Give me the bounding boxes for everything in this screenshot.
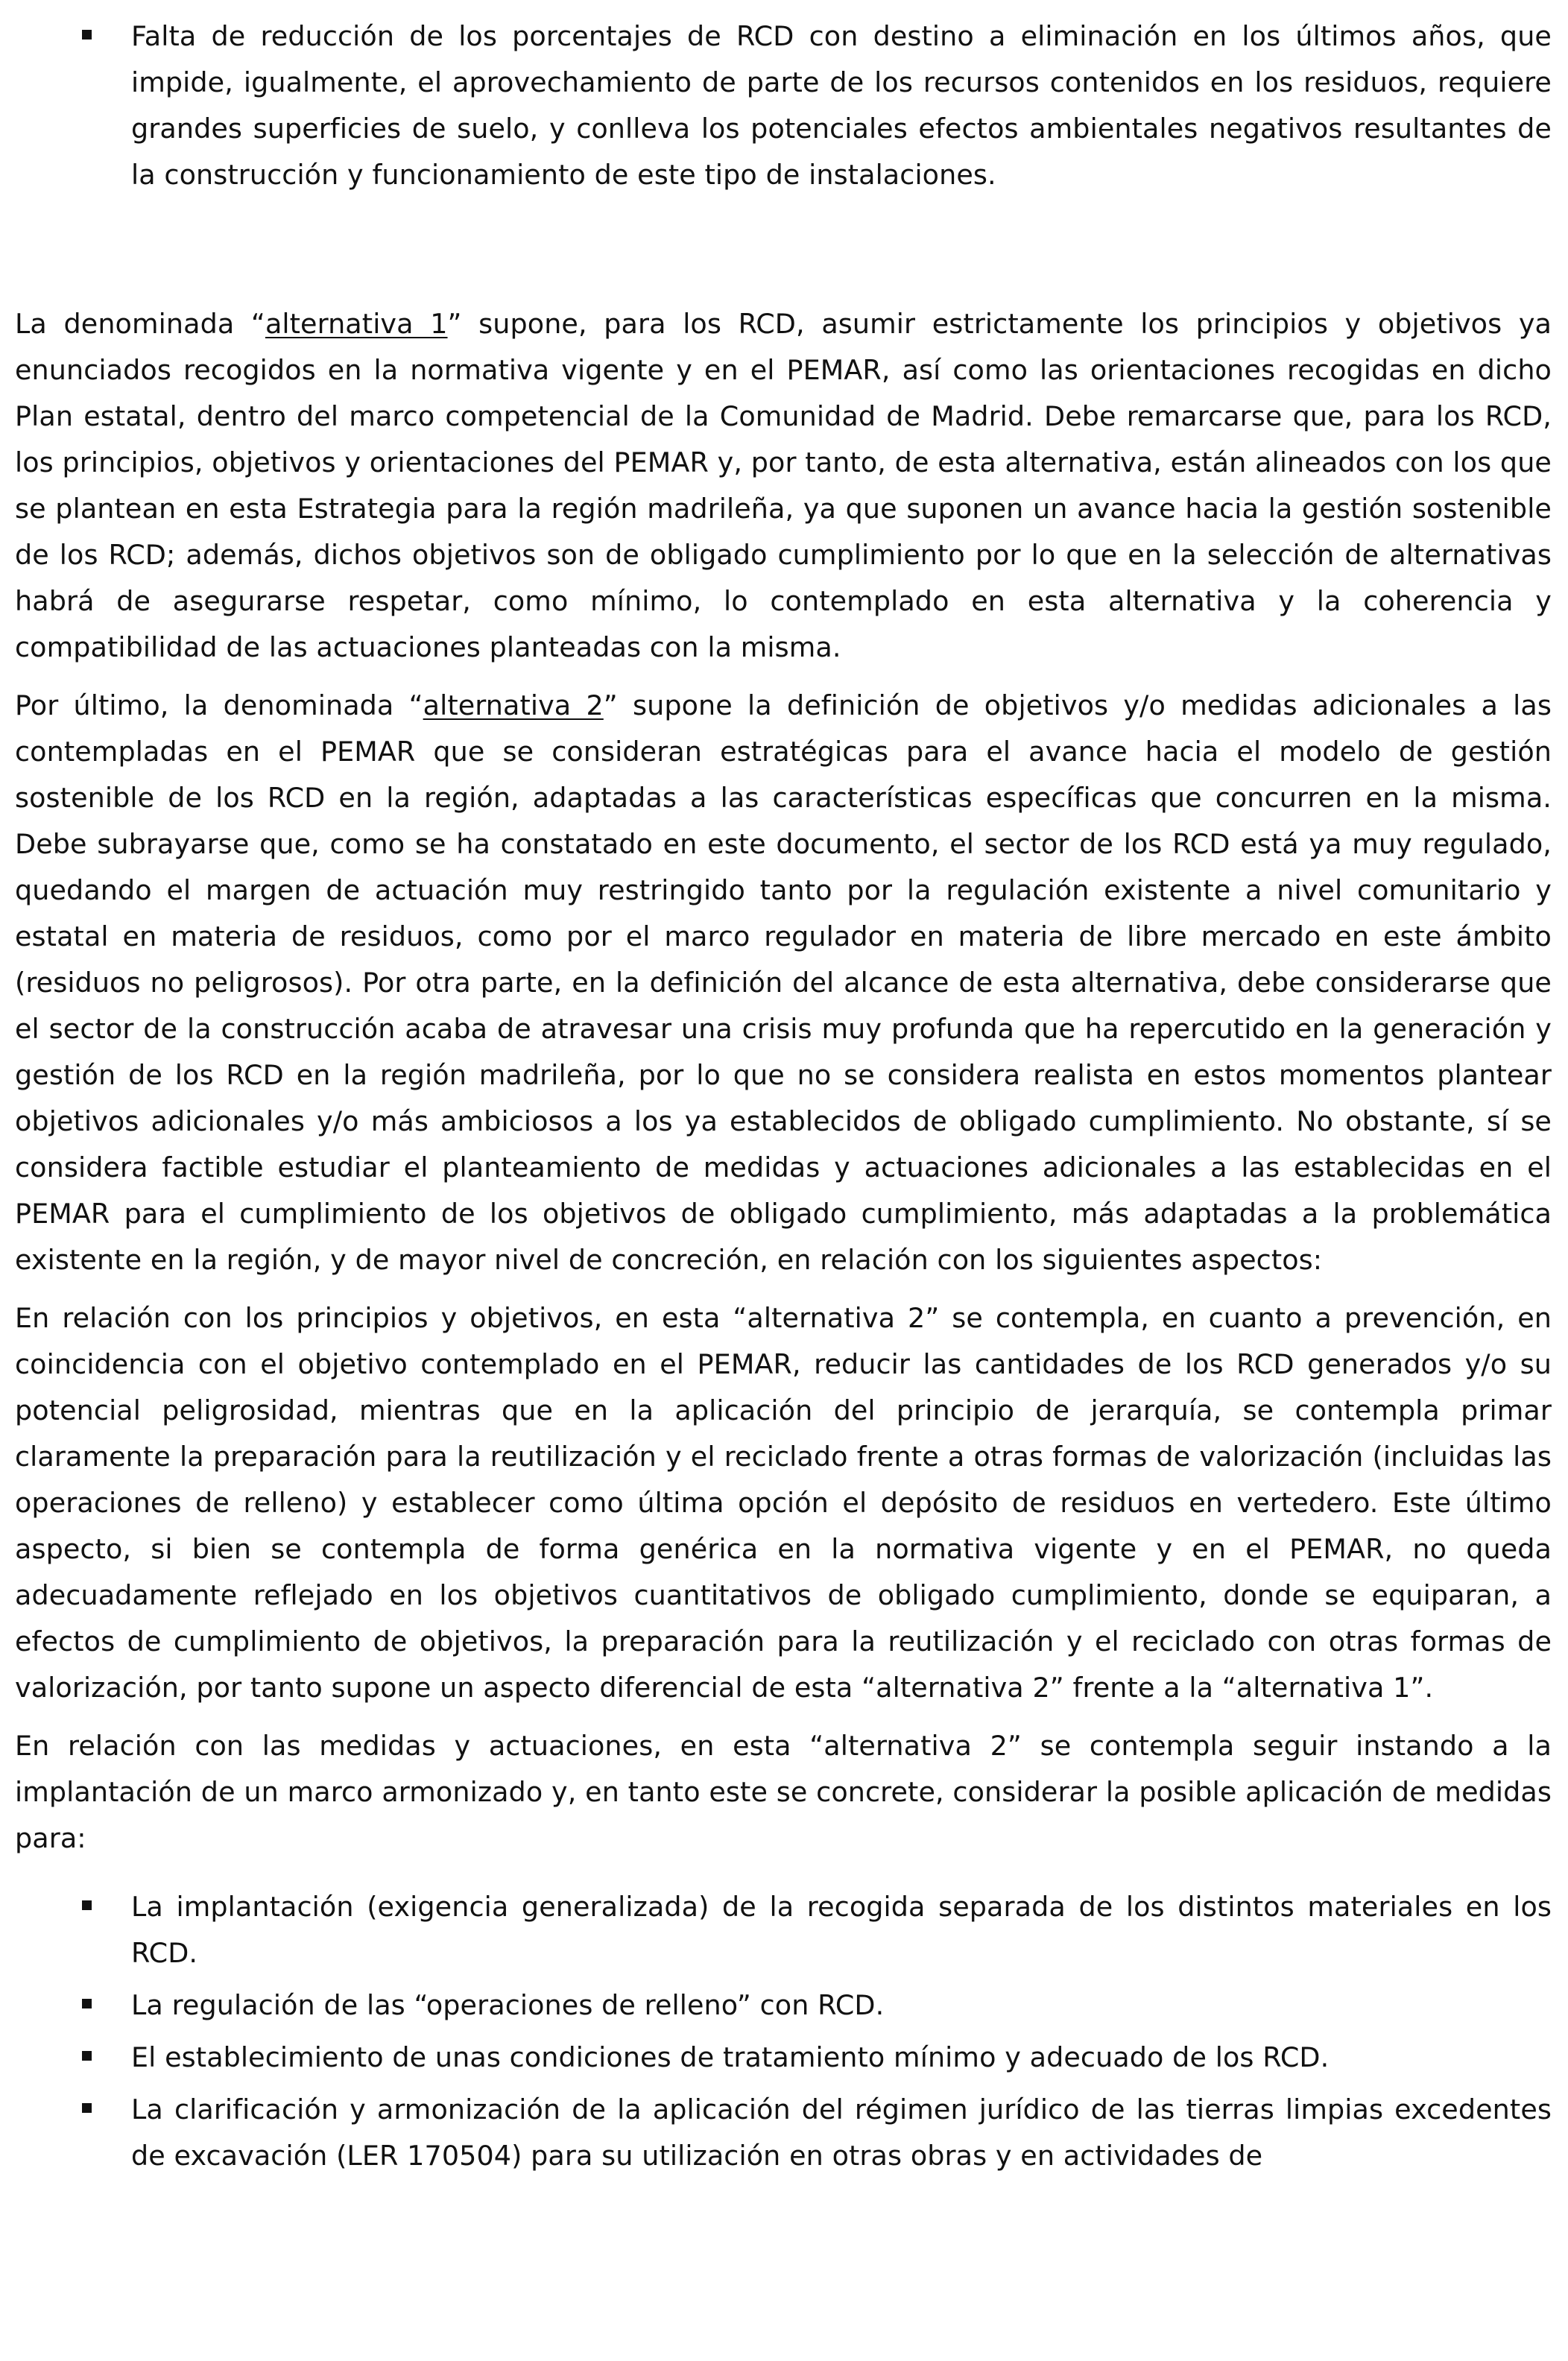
list-item-text: La implantación (exigencia generalizada) de la recogida separada de los distintos materiales en los RCD. bbox=[131, 1891, 1552, 1969]
paragraph-text: ” supone, para los RCD, asumir estrictamente los principios y objetivos ya enunciados recogidos en la normativa vigente y en el PEMAR, así como las orientaciones recogidas en dicho Plan estatal, dentro del marco competencial de la Comunidad de Madrid. Debe remarcarse que, para los RCD, los principios, objetivos y orientaciones del PEMAR y, por tanto, de esta alternativa, están alineados con los que se plantean en esta Estrategia para la región madrileña, ya que suponen un avance hacia la gestión sostenible de los RCD; además, dichos objetivos son de obligado cumplimiento por lo que en la selección de alternativas habrá de asegurarse respetar, como mínimo, lo contemplado en esta alternativa y la coherencia y compatibilidad de las actuaciones planteadas con la misma. bbox=[15, 308, 1552, 663]
list-item-text: El establecimiento de unas condiciones de tratamiento mínimo y adecuado de los RCD. bbox=[131, 2041, 1330, 2073]
paragraph-text: Por último, la denominada “ bbox=[15, 689, 423, 721]
square-bullet-icon bbox=[82, 2051, 92, 2061]
list-item-text: La regulación de las “operaciones de relleno” con RCD. bbox=[131, 1989, 885, 2021]
square-bullet-icon bbox=[82, 2103, 92, 2113]
square-bullet-icon bbox=[82, 1900, 92, 1910]
list-item-text: Falta de reducción de los porcentajes de RCD con destino a eliminación en los últimos años, que impide, igualmente, el aprovechamiento de parte de los recursos contenidos en los residuos, requiere grandes superficies de suelo, y conlleva los potenciales efectos ambientales negativos resultantes de la construcción y funcionamiento de este tipo de instalaciones. bbox=[131, 20, 1552, 191]
list-item bbox=[15, 1982, 1552, 2029]
document-page bbox=[15, 13, 1552, 2179]
list-item bbox=[15, 13, 1552, 198]
list-item-text: La clarificación y armonización de la aplicación del régimen jurídico de las tierras limpias excedentes de excavación (LER 170504) para su utilización en otras obras y en actividades de bbox=[131, 2093, 1552, 2172]
paragraph-alternativa-2 bbox=[15, 683, 1552, 1283]
paragraph-principios-objetivos: En relación con los principios y objetivos, en esta “alternativa 2” se contempla, en cuanto a prevención, en coincidencia con el objetivo contemplado en el PEMAR, reducir las cantidades de los RCD generados y/o su potencial peligrosidad, mientras que en la aplicación del principio de jerarquía, se contempla primar claramente la preparación para la reutilización y el reciclado frente a otras formas de valorización (incluidas las operaciones de relleno) y establecer como última opción el depósito de residuos en vertedero. Este último aspecto, si bien se contempla de forma genérica en la normativa vigente y en el PEMAR, no queda adecuadamente reflejado en los objetivos cuantitativos de obligado cumplimiento, donde se equiparan, a efectos de cumplimiento de objetivos, la preparación para la reutilización y el reciclado con otras formas de valorización, por tanto supone un aspecto diferencial de esta “alternativa 2” frente a la “alternativa 1”. bbox=[15, 1302, 1552, 1704]
paragraph-medidas-actuaciones: En relación con las medidas y actuaciones, en esta “alternativa 2” se contempla seguir instando a la implantación de un marco armonizado y, en tanto este se concrete, considerar la posible aplicación de medidas para: bbox=[15, 1730, 1552, 1854]
alternativa-1-term: alternativa 1 bbox=[265, 308, 448, 340]
paragraph-text: La denominada “ bbox=[15, 308, 265, 340]
square-bullet-icon bbox=[82, 30, 92, 39]
alternativa-2-term: alternativa 2 bbox=[423, 689, 604, 721]
square-bullet-icon bbox=[82, 1999, 92, 2008]
list-item bbox=[15, 1884, 1552, 1976]
list-item bbox=[15, 2087, 1552, 2179]
list-item bbox=[15, 2035, 1552, 2081]
paragraph-alternativa-1 bbox=[15, 301, 1552, 671]
paragraph-text: ” supone la definición de objetivos y/o medidas adicionales a las contempladas en el PEMAR que se consideran estratégicas para el avance hacia el modelo de gestión sostenible de los RCD en la región, adaptadas a las características específicas que concurren en la misma. Debe subrayarse que, como se ha constatado en este documento, el sector de los RCD está ya muy regulado, quedando el margen de actuación muy restringido tanto por la regulación existente a nivel comunitario y estatal en materia de residuos, como por el marco regulador en materia de libre mercado en este ámbito (residuos no peligrosos). Por otra parte, en la definición del alcance de esta alternativa, debe considerarse que el sector de la construcción acaba de atravesar una crisis muy profunda que ha repercutido en la generación y gestión de los RCD en la región madrileña, por lo que no se considera realista en estos momentos plantear objetivos adicionales y/o más ambiciosos a los ya establecidos de obligado cumplimiento. No obstante, sí se considera factible estudiar el planteamiento de medidas y actuaciones adicionales a las establecidas en el PEMAR para el cumplimiento de los objetivos de obligado cumplimiento, más adaptadas a la problemática existente en la región, y de mayor nivel de concreción, en relación con los siguientes aspectos: bbox=[15, 689, 1552, 1276]
